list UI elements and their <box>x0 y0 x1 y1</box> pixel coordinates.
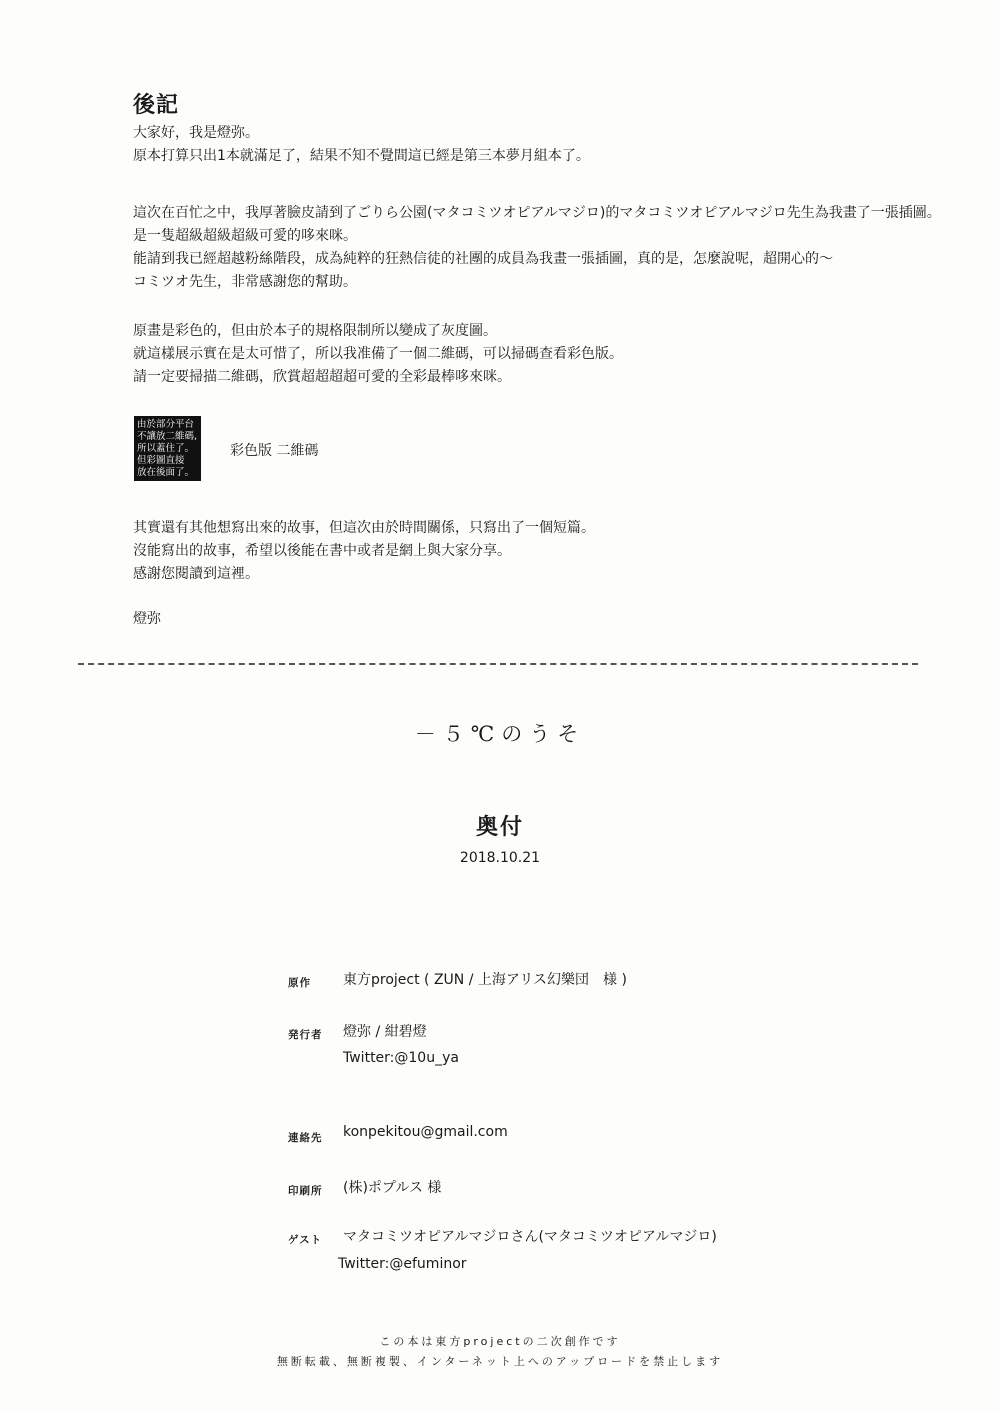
text-line: 其實還有其他想寫出來的故事，但這次由於時間關係，只寫出了一個短篇。 <box>133 520 595 536</box>
qr-notice-line: 由於部分平台 <box>137 419 195 430</box>
text-line: 這次在百忙之中，我厚著臉皮請到了ごりら公園(マタコミツオピアルマジロ)的マタコミツオピアルマジロ先生為我畫了一張插圖。 <box>133 205 941 221</box>
text-line: 感謝您閱讀到這裡。 <box>133 566 259 582</box>
text-line: 請一定要掃描二維碼，欣賞超超超超可愛的全彩最棒哆來咪。 <box>133 369 511 385</box>
author-signature: 燈弥 <box>133 611 161 627</box>
text-line: 原畫是彩色的，但由於本子的規格限制所以變成了灰度圖。 <box>133 323 497 339</box>
colophon-title: 奥付 <box>475 815 524 840</box>
publisher-twitter: Twitter:@10u_ya <box>343 1050 459 1066</box>
text-line: 能請到我已經超越粉絲階段，成為純粹的狂熱信徒的社團的成員為我畫一張插圖，真的是，怎麼說呢，超開心的～ <box>133 251 833 267</box>
contact-label: 連絡先 <box>288 1132 323 1144</box>
original-work-value: 東方project ( ZUN / 上海アリス幻樂団 様 ) <box>343 972 627 988</box>
qr-notice-line: 不讓放二維碼, <box>137 431 198 442</box>
text-line: 沒能寫出的故事，希望以後能在書中或者是網上與大家分享。 <box>133 543 511 559</box>
afterword-paragraph-1 <box>133 122 590 168</box>
qr-notice-line: 放在後面了。 <box>137 467 195 478</box>
printer-value: (株)ポプルス 様 <box>343 1180 442 1196</box>
fan-work-notice: この本は東方projectの二次創作です <box>379 1335 621 1348</box>
publication-date: 2018.10.21 <box>459 850 541 866</box>
qr-code-label: 彩色版 二維碼 <box>230 443 319 459</box>
original-work-label: 原作 <box>288 977 311 989</box>
text-line: 大家好，我是燈弥。 <box>133 125 259 141</box>
afterword-heading: 後記 <box>133 93 180 118</box>
dashed-divider <box>78 663 918 665</box>
qr-notice-line: 但彩圖直接 <box>137 455 185 466</box>
text-line: 原本打算只出1本就滿足了，結果不知不覺間這已經是第三本夢月組本了。 <box>133 148 590 164</box>
printer-label: 印刷所 <box>288 1185 323 1197</box>
text-line: 是一隻超級超級超級可愛的哆來咪。 <box>133 228 357 244</box>
guest-label: ゲスト <box>288 1234 323 1246</box>
text-line: コミツオ先生，非常感謝您的幫助。 <box>133 274 357 290</box>
afterword-paragraph-4 <box>133 517 595 586</box>
publisher-label: 発行者 <box>288 1029 323 1041</box>
copyright-notice: 無断転載、無断複製、インターネット上へのアップロードを禁止します <box>276 1355 724 1368</box>
afterword-paragraph-2 <box>133 202 941 294</box>
qr-code-cover <box>134 416 201 481</box>
publisher-value: 燈弥 / 紺碧燈 <box>343 1024 427 1040</box>
qr-notice-line: 所以蓋住了。 <box>137 443 195 454</box>
book-title: －５℃のうそ <box>414 722 586 746</box>
guest-value: マタコミツオピアルマジロさん(マタコミツオピアルマジロ) <box>343 1229 717 1245</box>
text-line: 就這樣展示實在是太可惜了，所以我准備了一個二維碼，可以掃碼查看彩色版。 <box>133 346 623 362</box>
afterword-paragraph-3 <box>133 320 623 389</box>
contact-email: konpekitou@gmail.com <box>343 1124 508 1140</box>
guest-twitter: Twitter:@efuminor <box>338 1256 467 1272</box>
